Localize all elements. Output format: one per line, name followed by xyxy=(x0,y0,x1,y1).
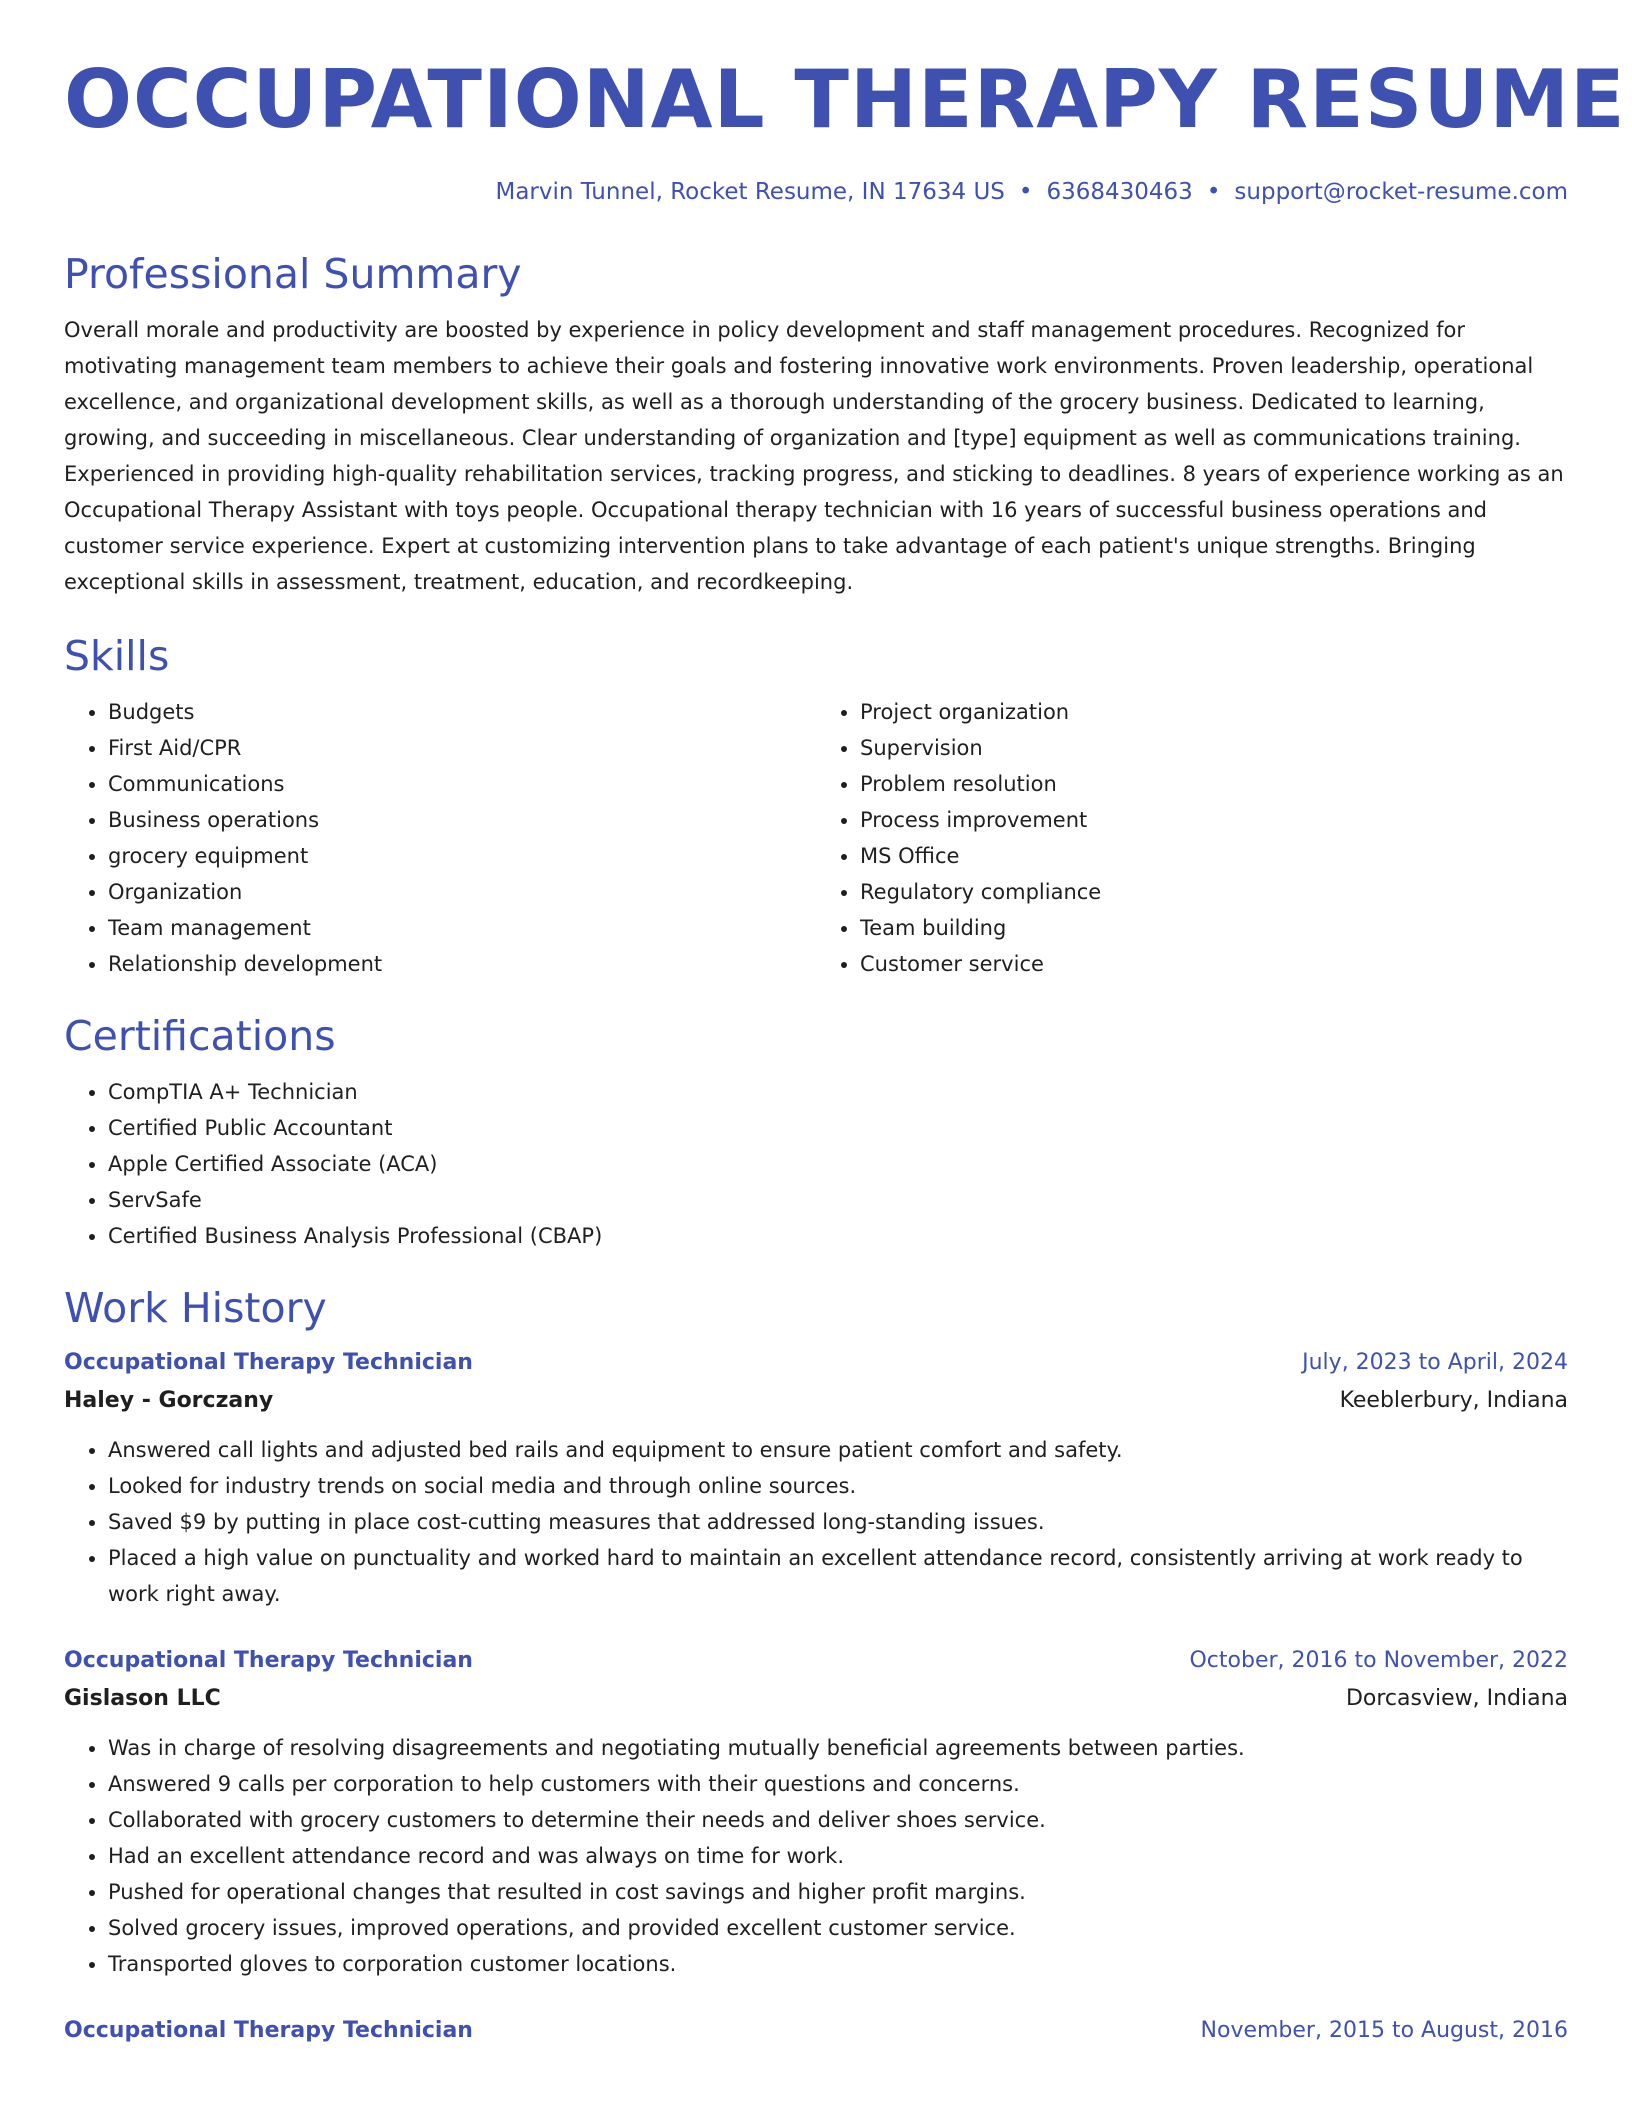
skill-item: • Supervision xyxy=(860,730,1568,766)
contact-address: Marvin Tunnel, Rocket Resume, IN 17634 US xyxy=(495,179,1005,205)
resume-page xyxy=(64,0,1626,2050)
work-history-heading: Work History xyxy=(64,1284,327,1332)
job-bullet: • Had an excellent attendance record and was always on time for work. xyxy=(108,1838,1568,1874)
job-bullet: • Looked for industry trends on social media and through online sources. xyxy=(108,1468,1568,1504)
skills-heading: Skills xyxy=(64,632,170,680)
job-bullet: • Answered 9 calls per corporation to help customers with their questions and concerns. xyxy=(108,1766,1568,1802)
job-company: Gislason LLC xyxy=(64,1686,221,1711)
job-entry xyxy=(64,2012,1568,2050)
job-header-row xyxy=(64,1642,1568,1680)
job-bullet: • Was in charge of resolving disagreements and negotiating mutually beneficial agreements between parties. xyxy=(108,1730,1568,1766)
skill-item: • Regulatory compliance xyxy=(860,874,1568,910)
skill-item: • Communications xyxy=(108,766,816,802)
job-location: Dorcasview, Indiana xyxy=(1345,1686,1568,1711)
contact-separator: • xyxy=(1206,179,1221,205)
certification-item: • Apple Certified Associate (ACA) xyxy=(108,1146,1568,1182)
skills-columns xyxy=(64,694,1568,982)
job-bullets xyxy=(64,1730,1568,1982)
certification-item: • CompTIA A+ Technician xyxy=(108,1074,1568,1110)
skill-item: • Business operations xyxy=(108,802,816,838)
job-company-row xyxy=(64,1382,1568,1420)
skill-item: • Budgets xyxy=(108,694,816,730)
job-company: Haley - Gorczany xyxy=(64,1388,274,1413)
skill-item: • Team building xyxy=(860,910,1568,946)
skill-item: • Customer service xyxy=(860,946,1568,982)
skill-item: • Team management xyxy=(108,910,816,946)
job-bullet: • Placed a high value on punctuality and worked hard to maintain an excellent attendance record, consistently arriving at work ready to work right away. xyxy=(108,1540,1568,1612)
job-dates: October, 2016 to November, 2022 xyxy=(1189,1648,1568,1673)
summary-text: Overall morale and productivity are boosted by experience in policy development and staff management procedures. Recognized for motivating management team members to achieve their goals and fostering innovative work environments. Proven leadership, operational excellence, and organizational development skills, as well as a thorough understanding of the grocery business. Dedicated to learning, growing, and succeeding in miscellaneous. Clear understanding of organization and [type] equipment as well as communications training. Experienced in providing high-quality rehabilitation services, tracking progress, and sticking to deadlines. 8 years of experience working as an Occupational Therapy Assistant with toys people. Occupational therapy technician with 16 years of successful business operations and customer service experience. Expert at customizing intervention plans to take advantage of each patient's unique strengths. Bringing exceptional skills in assessment, treatment, education, and recordkeeping. xyxy=(64,318,1564,594)
resume-title: OCCUPATIONAL THERAPY RESUME xyxy=(64,53,1626,146)
contact-email[interactable]: support@rocket-resume.com xyxy=(1234,179,1568,205)
job-bullet: • Transported gloves to corporation customer locations. xyxy=(108,1946,1568,1982)
skill-item: • Relationship development xyxy=(108,946,816,982)
skills-list-left xyxy=(64,694,816,982)
skill-item: • Organization xyxy=(108,874,816,910)
contact-phone: 6368430463 xyxy=(1046,179,1193,205)
skill-item: • MS Office xyxy=(860,838,1568,874)
skill-item: • Process improvement xyxy=(860,802,1568,838)
certification-item: • Certified Public Accountant xyxy=(108,1110,1568,1146)
certification-item: • Certified Business Analysis Professional (CBAP) xyxy=(108,1218,1568,1254)
contact-separator: • xyxy=(1018,179,1033,205)
job-title: Occupational Therapy Technician xyxy=(64,1350,473,1375)
job-bullet: • Pushed for operational changes that resulted in cost savings and higher profit margins. xyxy=(108,1874,1568,1910)
job-entry xyxy=(64,1344,1568,1612)
job-header-row xyxy=(64,1344,1568,1382)
job-company-row xyxy=(64,1680,1568,1718)
job-bullet: • Solved grocery issues, improved operations, and provided excellent customer service. xyxy=(108,1910,1568,1946)
job-dates: July, 2023 to April, 2024 xyxy=(1302,1350,1568,1375)
contact-line xyxy=(64,176,1568,208)
job-bullets xyxy=(64,1432,1568,1612)
job-bullet: • Collaborated with grocery customers to determine their needs and deliver shoes service. xyxy=(108,1802,1568,1838)
job-entry xyxy=(64,1642,1568,1982)
skill-item: • Project organization xyxy=(860,694,1568,730)
skill-item: • grocery equipment xyxy=(108,838,816,874)
job-title: Occupational Therapy Technician xyxy=(64,2018,473,2043)
job-dates: November, 2015 to August, 2016 xyxy=(1200,2018,1568,2043)
job-bullet: • Saved $9 by putting in place cost-cutting measures that addressed long-standing issues. xyxy=(108,1504,1568,1540)
skill-item: • First Aid/CPR xyxy=(108,730,816,766)
certifications-heading: Certifications xyxy=(64,1012,336,1060)
certification-item: • ServSafe xyxy=(108,1182,1568,1218)
skill-item: • Problem resolution xyxy=(860,766,1568,802)
job-header-row xyxy=(64,2012,1568,2050)
certifications-list xyxy=(64,1074,1568,1254)
job-location: Keeblerbury, Indiana xyxy=(1339,1388,1568,1413)
job-title: Occupational Therapy Technician xyxy=(64,1648,473,1673)
summary-heading: Professional Summary xyxy=(64,250,522,298)
skills-list-right xyxy=(816,694,1568,982)
job-bullet: • Answered call lights and adjusted bed rails and equipment to ensure patient comfort and safety. xyxy=(108,1432,1568,1468)
